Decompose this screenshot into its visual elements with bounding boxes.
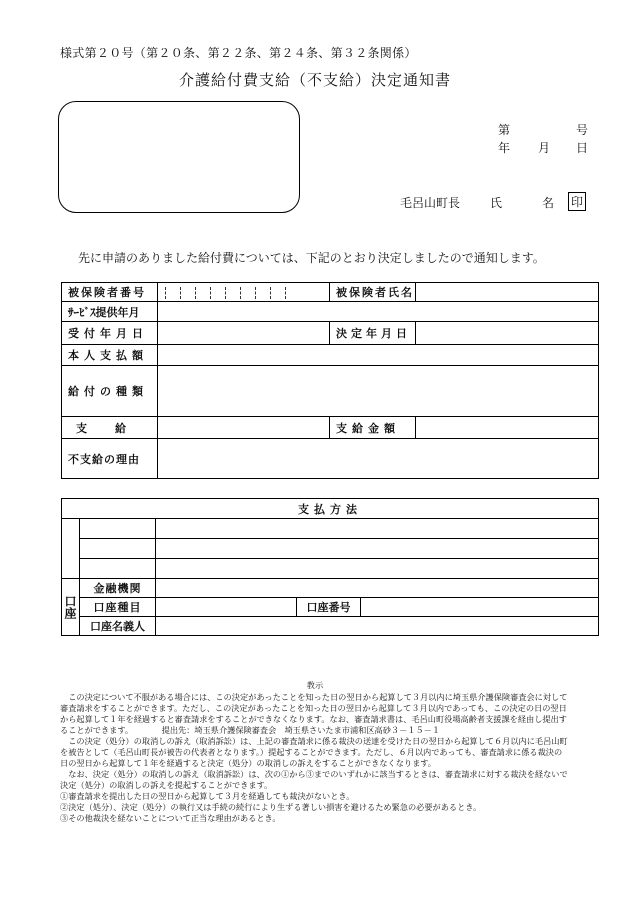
seal-mark: 印 [568, 192, 586, 211]
payment-value [158, 417, 330, 439]
method-row-2-value [156, 539, 599, 559]
payment-amount-value [416, 417, 599, 439]
insured-name-label: 被保険者氏名 [330, 283, 416, 302]
payment-label: 支 給 [62, 417, 158, 439]
benefit-type-value [158, 366, 599, 417]
payment-amount-label: 支給金額 [330, 417, 416, 439]
account-holder-label: 口座名義人 [80, 617, 156, 636]
legal-notice-line: なお、決定（処分）の取消しの訴え（取消訴訟）は、次の①から③までのいずれかに該当するときは、審査請求に対する裁決を経ないで決定（処分）の取消しの訴えを提起することができます。 [60, 769, 568, 790]
form-number: 様式第２０号（第２０条、第２２条、第２４条、第３２条関係） [60, 46, 417, 60]
legal-notice-line: この決定（処分）の取消しの訴え（取消訴訟）は、上記の審査請求に係る裁決の送達を受けた日の翌日から起算して６月以内に毛呂山町を被告として（毛呂山町長が被告の代表者となります。）提起することができます。ただし、６月以内であっても、審査請求に係る裁決の日の翌日から起算して１年を経過すると決定（処分）の取消しの訴えをすることができなくなります。 [60, 736, 568, 768]
service-month-label: ｻｰﾋﾞｽ提供年月 [62, 302, 158, 322]
service-month-value [158, 302, 599, 322]
legal-notice-line: ①審査請求を提出した日の翌日から起算して３月を経過しても裁決がないとき。 [60, 791, 355, 801]
intro-text: 先に申請のありました給付費については、下記のとおり決定しましたので通知します。 [78, 251, 545, 265]
insured-number-label: 被保険者番号 [62, 283, 158, 302]
issuer-mayor: 毛呂山町長 [400, 196, 461, 210]
date-year: 年 [498, 141, 511, 155]
doc-number-dai: 第 [498, 123, 511, 137]
method-row-3-value [156, 559, 599, 579]
non-payment-reason-value [158, 439, 599, 479]
reception-date-label: 受付年月日 [62, 322, 158, 345]
account-vertical-label: 口座 [62, 579, 80, 636]
legal-notice [60, 680, 570, 824]
account-type-value [156, 598, 297, 617]
page-title: 介護給付費支給（不支給）決定通知書 [178, 71, 451, 89]
method-row-1-label [80, 519, 156, 539]
decision-table [61, 282, 599, 479]
non-payment-reason-label: 不支給の理由 [62, 439, 158, 479]
account-number-value [361, 598, 599, 617]
issuer-shi: 氏 [490, 196, 503, 210]
payment-method-spacer [62, 519, 80, 579]
date-day: 日 [576, 141, 589, 155]
insured-name-value [416, 283, 599, 302]
issuer-mei: 名 [542, 196, 555, 210]
insured-number-boxes [158, 283, 330, 302]
method-row-1-value [156, 519, 599, 539]
account-number-label: 口座番号 [297, 598, 361, 617]
decision-date-value [416, 322, 599, 345]
reception-date-value [158, 322, 330, 345]
account-holder-value [156, 617, 599, 636]
doc-number-go: 号 [576, 123, 589, 137]
payment-method-table [61, 498, 599, 636]
address-window [58, 101, 300, 213]
decision-date-label: 決定年月日 [330, 322, 416, 345]
bank-value [156, 579, 599, 598]
date-month: 月 [538, 141, 551, 155]
bank-label: 金融機関 [80, 579, 156, 598]
legal-notice-title: 教示 [306, 680, 324, 690]
method-row-3-label [80, 559, 156, 579]
benefit-type-label: 給付の種類 [62, 366, 158, 417]
account-type-label: 口座種目 [80, 598, 156, 617]
method-row-2-label [80, 539, 156, 559]
self-payment-label: 本人支払額 [62, 345, 158, 366]
legal-notice-line: この決定について不服がある場合には、この決定があったことを知った日の翌日から起算して３月以内に埼玉県介護保険審査会に対して審査請求をすることができます。ただし、この決定があったことを知った日の翌日から起算して３月以内であっても、この決定の日の翌日から起算して１年を経過すると審査請求をすることができなくなります。なお、審査請求書は、毛呂山町役場高齢者支援課を経由し提出することができます。 提出先：埼玉県介護保険審査会 埼玉県さいたま市浦和区高砂３－１５－１ [60, 692, 568, 735]
self-payment-value [158, 345, 599, 366]
legal-notice-line: ②決定（処分）、決定（処分）の執行又は手続の続行により生ずる著しい損害を避けるため緊急の必要があるとき。 [60, 802, 482, 812]
legal-notice-line: ③その他裁決を経ないことについて正当な理由があるとき。 [60, 813, 281, 823]
payment-method-title: 支払方法 [62, 499, 599, 519]
